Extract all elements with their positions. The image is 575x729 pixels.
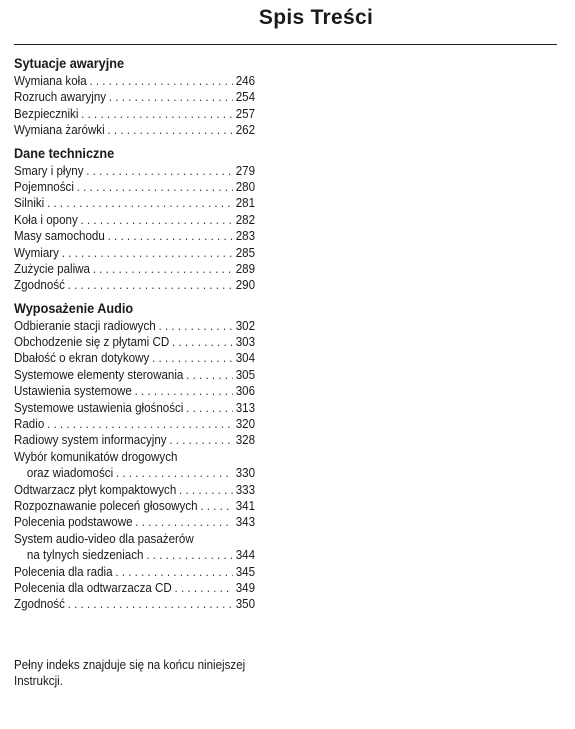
toc-entry-label: System audio-video dla pasażerów [14, 531, 194, 546]
dot-leader [146, 547, 233, 563]
dot-leader [135, 383, 233, 399]
toc-entry-label: Obchodzenie się z płytami CD [14, 335, 170, 350]
toc-entry[interactable] [14, 163, 255, 179]
footer-note-line: Pełny indeks znajduje się na końcu niniejszej [14, 658, 246, 672]
toc-entry-page: 350 [235, 597, 256, 612]
dot-leader [107, 122, 233, 138]
toc-entry-label: Masy samochodu [14, 229, 105, 244]
toc-entry-page: 343 [235, 515, 256, 530]
toc-entry-label: Odtwarzacz płyt kompaktowych [14, 482, 177, 497]
dot-leader [152, 350, 233, 366]
toc-entry[interactable] [14, 261, 255, 277]
toc-entry[interactable] [14, 122, 255, 138]
toc-entry-page: 280 [235, 179, 256, 194]
toc-entry-page: 330 [235, 466, 256, 481]
toc-entry[interactable] [14, 400, 255, 416]
toc-entry-first-line[interactable] [14, 449, 255, 465]
toc-entry-label: Rozpoznawanie poleceń głosowych [14, 498, 198, 513]
dot-leader [169, 432, 233, 448]
dot-leader [86, 163, 233, 179]
page-title: Spis Treści [258, 6, 374, 29]
toc-entry[interactable] [14, 89, 255, 105]
dot-leader [77, 179, 233, 195]
toc-entry[interactable] [14, 596, 255, 612]
dot-leader [47, 195, 233, 211]
toc-entry-label: Wymiary [14, 245, 59, 260]
toc-entry[interactable] [14, 514, 255, 530]
toc-entry-first-line[interactable] [14, 531, 255, 547]
toc-entry-label: Systemowe elementy sterowania [14, 367, 184, 382]
toc-entry-page: 333 [235, 482, 256, 497]
toc-entry-page: 246 [235, 74, 256, 88]
dot-leader [135, 514, 233, 530]
toc-entry-page: 279 [235, 163, 256, 178]
toc-entry-label: Zużycie paliwa [14, 261, 90, 276]
toc-entry-page: 341 [235, 498, 256, 513]
toc-entry-label: Radiowy system informacyjny [14, 433, 167, 448]
dot-leader [109, 89, 233, 105]
toc-entry-label: Smary i płyny [14, 163, 84, 178]
section-heading: Dane techniczne [14, 145, 115, 161]
dot-leader [81, 106, 233, 122]
footer-note-line: Instrukcji. [14, 674, 63, 689]
toc-entry-label: Rozruch awaryjny [14, 90, 107, 105]
toc-entry[interactable] [14, 245, 255, 261]
toc-entry-label: Bezpieczniki [14, 106, 79, 121]
footer-note [14, 657, 281, 690]
toc-entry-label: na tylnych siedzeniach [26, 548, 144, 563]
title-divider [14, 44, 557, 45]
toc-entry-page: 349 [235, 580, 256, 595]
toc-entry-page: 306 [235, 384, 256, 399]
toc-entry[interactable] [14, 195, 255, 211]
toc-entry[interactable] [14, 547, 255, 563]
toc-entry[interactable] [14, 416, 255, 432]
dot-leader [115, 564, 233, 580]
toc-entry-label: Pojemności [14, 179, 74, 194]
toc-entry-page: 285 [235, 245, 256, 260]
section-heading: Wyposażenie Audio [14, 300, 134, 316]
dot-leader [172, 334, 233, 350]
toc-entry-label: oraz wiadomości [26, 466, 114, 481]
toc-entry[interactable] [14, 564, 255, 580]
toc-entry-page: 283 [235, 229, 256, 244]
toc-entry[interactable] [14, 465, 255, 481]
dot-leader [186, 400, 233, 416]
toc-entry[interactable] [14, 334, 255, 350]
dot-leader [62, 245, 233, 261]
toc-entry[interactable] [14, 318, 255, 334]
dot-leader [68, 596, 233, 612]
toc-entry-page: 289 [235, 261, 256, 276]
toc-entry[interactable] [14, 432, 255, 448]
toc-entry-page: 302 [235, 318, 256, 333]
dot-leader [81, 212, 233, 228]
toc-entry-page: 345 [235, 564, 256, 579]
table-of-contents [14, 55, 255, 613]
toc-entry[interactable] [14, 383, 255, 399]
toc-entry-label: Polecenia dla odtwarzacza CD [14, 580, 172, 595]
toc-entry-label: Wymiana koła [14, 74, 87, 88]
toc-entry-label: Zgodność [14, 278, 65, 293]
toc-entry-label: Ustawienia systemowe [14, 384, 132, 399]
toc-entry-page: 290 [235, 278, 256, 293]
toc-entry-label: Wybór komunikatów drogowych [14, 449, 178, 464]
toc-entry-label: Systemowe ustawienia głośności [14, 400, 184, 415]
dot-leader [175, 580, 233, 596]
dot-leader [47, 416, 233, 432]
toc-entry-label: Polecenia podstawowe [14, 515, 133, 530]
toc-entry-page: 313 [235, 400, 256, 415]
toc-entry[interactable] [14, 277, 255, 293]
toc-entry[interactable] [14, 179, 255, 195]
toc-entry[interactable] [14, 106, 255, 122]
toc-entry-label: Radio [14, 417, 45, 432]
dot-leader [89, 73, 233, 89]
toc-entry-page: 328 [235, 433, 256, 448]
toc-entry[interactable] [14, 580, 255, 596]
toc-entry[interactable] [14, 482, 255, 498]
toc-entry[interactable] [14, 367, 255, 383]
toc-entry-page: 320 [235, 417, 256, 432]
toc-entry-page: 344 [235, 548, 256, 563]
toc-entry-page: 304 [235, 351, 256, 366]
toc-entry-label: Zgodność [14, 597, 65, 612]
toc-entry[interactable] [14, 498, 255, 514]
dot-leader [186, 367, 233, 383]
dot-leader [158, 318, 233, 334]
section-heading: Sytuacje awaryjne [14, 56, 125, 71]
dot-leader [108, 228, 233, 244]
toc-entry-label: Silniki [14, 196, 45, 211]
toc-entry-label: Odbieranie stacji radiowych [14, 318, 156, 333]
toc-entry-page: 305 [235, 367, 256, 382]
toc-entry[interactable] [14, 73, 255, 89]
toc-entry-label: Wymiana żarówki [14, 123, 105, 138]
toc-entry-page: 303 [235, 335, 256, 350]
toc-entry-page: 257 [235, 106, 256, 121]
toc-entry[interactable] [14, 228, 255, 244]
dot-leader [93, 261, 233, 277]
toc-entry[interactable] [14, 212, 255, 228]
dot-leader [179, 482, 233, 498]
dot-leader [200, 498, 233, 514]
toc-entry-label: Polecenia dla radia [14, 564, 113, 579]
toc-entry-label: Dbałość o ekran dotykowy [14, 351, 150, 366]
dot-leader [116, 465, 233, 481]
toc-entry-page: 281 [235, 196, 256, 211]
toc-entry-label: Koła i opony [14, 212, 78, 227]
toc-entry-page: 262 [235, 123, 256, 138]
toc-entry-page: 282 [235, 212, 256, 227]
dot-leader [68, 277, 233, 293]
toc-entry[interactable] [14, 350, 255, 366]
toc-entry-page: 254 [235, 90, 256, 105]
